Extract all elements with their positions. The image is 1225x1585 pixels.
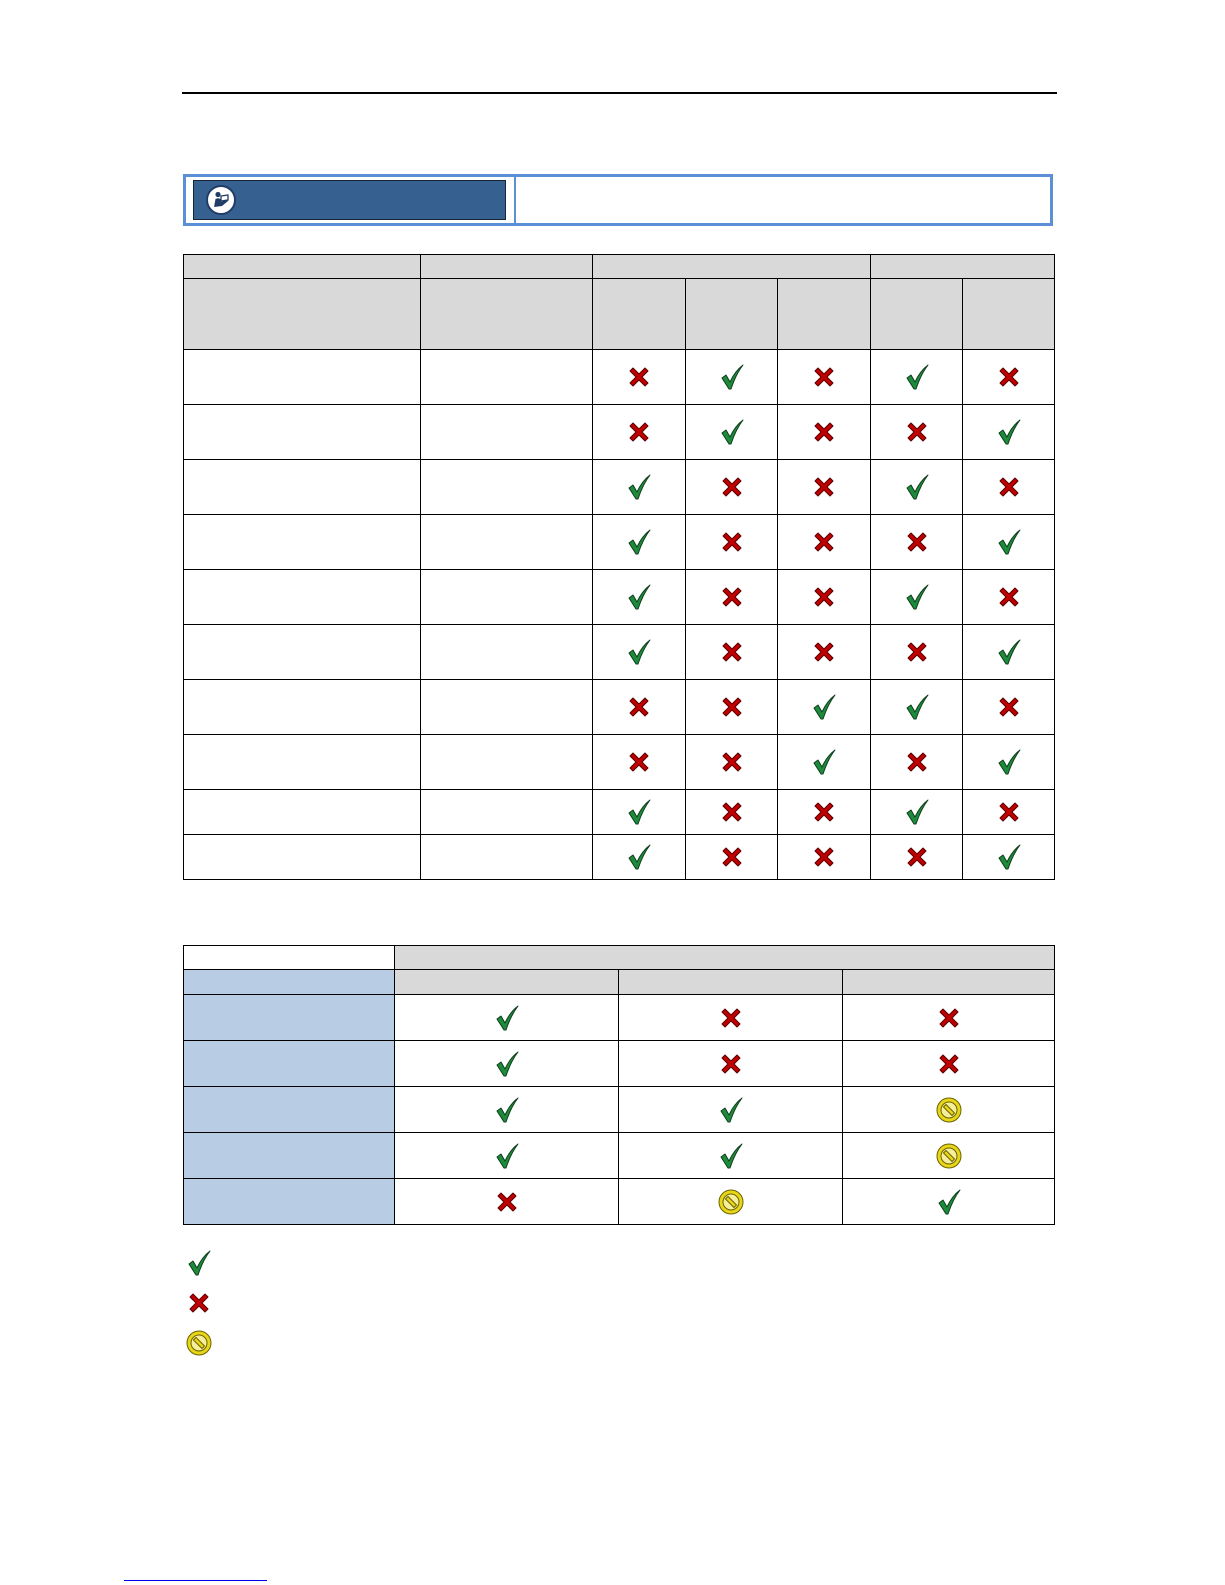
status-cell xyxy=(871,515,963,570)
text-cell xyxy=(421,460,593,515)
status-cell xyxy=(686,680,778,735)
status-cell xyxy=(395,1179,619,1225)
text-cell xyxy=(421,515,593,570)
subheader-cell xyxy=(686,279,778,350)
text-cell xyxy=(184,790,421,835)
check-icon xyxy=(717,417,747,447)
cross-icon xyxy=(624,692,654,722)
subheader-cell xyxy=(843,970,1055,995)
status-cell xyxy=(778,405,871,460)
status-cell xyxy=(593,570,686,625)
status-cell xyxy=(686,625,778,680)
status-cell xyxy=(778,625,871,680)
check-icon xyxy=(624,527,654,557)
cross-icon xyxy=(902,842,932,872)
cross-icon xyxy=(492,1187,522,1217)
check-icon xyxy=(809,692,839,722)
cross-icon xyxy=(809,527,839,557)
header-cell xyxy=(184,255,421,279)
check-icon xyxy=(934,1187,964,1217)
status-cell xyxy=(871,570,963,625)
text-cell xyxy=(184,460,421,515)
check-icon xyxy=(492,1141,522,1171)
header-group-cell xyxy=(871,255,1055,279)
check-icon xyxy=(994,842,1024,872)
cross-icon xyxy=(809,417,839,447)
cross-icon xyxy=(717,527,747,557)
check-icon xyxy=(492,1003,522,1033)
check-icon xyxy=(624,582,654,612)
cross-icon xyxy=(717,842,747,872)
cross-icon xyxy=(902,527,932,557)
table-row xyxy=(184,835,1055,880)
check-icon xyxy=(994,527,1024,557)
status-cell xyxy=(843,1133,1055,1179)
status-cell xyxy=(686,790,778,835)
text-cell xyxy=(184,570,421,625)
status-cell xyxy=(843,995,1055,1041)
status-cell xyxy=(686,735,778,790)
status-cell xyxy=(963,350,1055,405)
cross-icon xyxy=(184,1288,214,1318)
status-cell xyxy=(619,995,843,1041)
header-group-cell xyxy=(593,255,871,279)
legend-item xyxy=(184,1328,214,1358)
table-row xyxy=(184,735,1055,790)
table-row xyxy=(184,625,1055,680)
cross-icon xyxy=(994,797,1024,827)
status-cell xyxy=(686,570,778,625)
cross-icon xyxy=(717,797,747,827)
prohibited-icon xyxy=(716,1187,746,1217)
text-cell xyxy=(184,735,421,790)
cross-icon xyxy=(717,637,747,667)
cross-icon xyxy=(717,472,747,502)
table-row xyxy=(184,1041,1055,1087)
row-header-cell xyxy=(184,1179,395,1225)
cross-icon xyxy=(994,582,1024,612)
check-icon xyxy=(624,637,654,667)
check-icon xyxy=(716,1095,746,1125)
cross-icon xyxy=(902,417,932,447)
check-icon xyxy=(624,842,654,872)
cross-icon xyxy=(994,472,1024,502)
status-cell xyxy=(963,835,1055,880)
check-icon xyxy=(624,472,654,502)
read-manual-icon xyxy=(206,185,236,215)
status-cell xyxy=(619,1041,843,1087)
prohibited-icon xyxy=(934,1141,964,1171)
cross-icon xyxy=(717,692,747,722)
status-cell xyxy=(871,790,963,835)
cross-icon xyxy=(902,747,932,777)
status-cell xyxy=(871,405,963,460)
cross-icon xyxy=(902,637,932,667)
status-cell xyxy=(593,460,686,515)
text-cell xyxy=(184,350,421,405)
corner-cell xyxy=(184,946,395,970)
subheader-cell xyxy=(421,279,593,350)
status-cell xyxy=(593,735,686,790)
table-row xyxy=(184,350,1055,405)
table-row xyxy=(184,460,1055,515)
header-group-cell xyxy=(395,946,1055,970)
status-cell xyxy=(593,405,686,460)
status-cell xyxy=(778,515,871,570)
status-cell xyxy=(395,1087,619,1133)
cross-icon xyxy=(809,842,839,872)
table-row xyxy=(184,995,1055,1041)
row-header-cell xyxy=(184,970,395,995)
cross-icon xyxy=(809,637,839,667)
status-cell xyxy=(593,515,686,570)
table-row xyxy=(184,1087,1055,1133)
cross-icon xyxy=(809,797,839,827)
check-icon xyxy=(902,472,932,502)
row-header-cell xyxy=(184,995,395,1041)
status-cell xyxy=(963,735,1055,790)
cross-icon xyxy=(809,362,839,392)
note-box xyxy=(183,174,1053,226)
cross-icon xyxy=(717,747,747,777)
footer-link-underline xyxy=(124,1580,267,1581)
status-cell xyxy=(871,625,963,680)
table-row xyxy=(184,790,1055,835)
check-icon xyxy=(717,362,747,392)
cross-icon xyxy=(934,1049,964,1079)
status-cell xyxy=(395,995,619,1041)
status-cell xyxy=(963,460,1055,515)
subheader-cell xyxy=(963,279,1055,350)
status-cell xyxy=(963,570,1055,625)
cross-icon xyxy=(716,1003,746,1033)
check-icon xyxy=(716,1141,746,1171)
status-cell xyxy=(619,1087,843,1133)
cross-icon xyxy=(624,747,654,777)
status-cell xyxy=(963,680,1055,735)
cross-icon xyxy=(994,692,1024,722)
status-cell xyxy=(686,350,778,405)
subheader-cell xyxy=(778,279,871,350)
check-icon xyxy=(809,747,839,777)
status-cell xyxy=(593,625,686,680)
mode-table xyxy=(183,945,1055,1225)
legend-item xyxy=(184,1248,214,1278)
text-cell xyxy=(421,680,593,735)
table-row xyxy=(184,1133,1055,1179)
table-row xyxy=(184,405,1055,460)
status-cell xyxy=(871,350,963,405)
check-icon xyxy=(902,582,932,612)
note-divider xyxy=(514,177,516,223)
cross-icon xyxy=(809,472,839,502)
check-icon xyxy=(492,1049,522,1079)
check-icon xyxy=(902,362,932,392)
text-cell xyxy=(184,405,421,460)
subheader-cell xyxy=(395,970,619,995)
cross-icon xyxy=(934,1003,964,1033)
text-cell xyxy=(421,350,593,405)
text-cell xyxy=(421,735,593,790)
cross-icon xyxy=(716,1049,746,1079)
text-cell xyxy=(421,570,593,625)
status-cell xyxy=(778,680,871,735)
status-cell xyxy=(395,1133,619,1179)
status-cell xyxy=(963,405,1055,460)
status-cell xyxy=(395,1041,619,1087)
status-cell xyxy=(686,515,778,570)
table-row xyxy=(184,515,1055,570)
text-cell xyxy=(421,625,593,680)
text-cell xyxy=(421,405,593,460)
row-header-cell xyxy=(184,1087,395,1133)
status-cell xyxy=(871,680,963,735)
check-icon xyxy=(994,747,1024,777)
status-cell xyxy=(778,790,871,835)
status-cell xyxy=(686,405,778,460)
status-cell xyxy=(593,790,686,835)
check-icon xyxy=(184,1248,214,1278)
prohibited-icon xyxy=(934,1095,964,1125)
status-cell xyxy=(619,1179,843,1225)
status-cell xyxy=(871,835,963,880)
status-cell xyxy=(871,735,963,790)
subheader-cell xyxy=(184,279,421,350)
status-cell xyxy=(778,570,871,625)
status-cell xyxy=(686,460,778,515)
status-cell xyxy=(778,460,871,515)
status-cell xyxy=(963,625,1055,680)
table-row xyxy=(184,570,1055,625)
text-cell xyxy=(184,515,421,570)
cross-icon xyxy=(809,582,839,612)
text-cell xyxy=(184,680,421,735)
table-row xyxy=(184,680,1055,735)
subheader-cell xyxy=(593,279,686,350)
status-cell xyxy=(871,460,963,515)
legend-item xyxy=(184,1288,214,1318)
status-cell xyxy=(963,790,1055,835)
status-cell xyxy=(593,680,686,735)
note-badge xyxy=(193,180,506,220)
check-icon xyxy=(902,692,932,722)
text-cell xyxy=(421,790,593,835)
subheader-cell xyxy=(619,970,843,995)
status-cell xyxy=(593,350,686,405)
cross-icon xyxy=(717,582,747,612)
prohibited-icon xyxy=(184,1328,214,1358)
text-cell xyxy=(184,625,421,680)
status-cell xyxy=(686,835,778,880)
header-cell xyxy=(421,255,593,279)
compatibility-table xyxy=(183,254,1055,880)
cross-icon xyxy=(624,362,654,392)
check-icon xyxy=(492,1095,522,1125)
status-cell xyxy=(778,735,871,790)
status-cell xyxy=(778,350,871,405)
status-cell xyxy=(843,1041,1055,1087)
status-cell xyxy=(843,1087,1055,1133)
subheader-cell xyxy=(871,279,963,350)
row-header-cell xyxy=(184,1041,395,1087)
header-rule xyxy=(182,92,1057,94)
status-cell xyxy=(619,1133,843,1179)
status-cell xyxy=(963,515,1055,570)
check-icon xyxy=(994,637,1024,667)
status-cell xyxy=(593,835,686,880)
text-cell xyxy=(184,835,421,880)
status-cell xyxy=(843,1179,1055,1225)
cross-icon xyxy=(994,362,1024,392)
cross-icon xyxy=(624,417,654,447)
check-icon xyxy=(994,417,1024,447)
check-icon xyxy=(624,797,654,827)
check-icon xyxy=(902,797,932,827)
status-cell xyxy=(778,835,871,880)
text-cell xyxy=(421,835,593,880)
table-row xyxy=(184,1179,1055,1225)
row-header-cell xyxy=(184,1133,395,1179)
